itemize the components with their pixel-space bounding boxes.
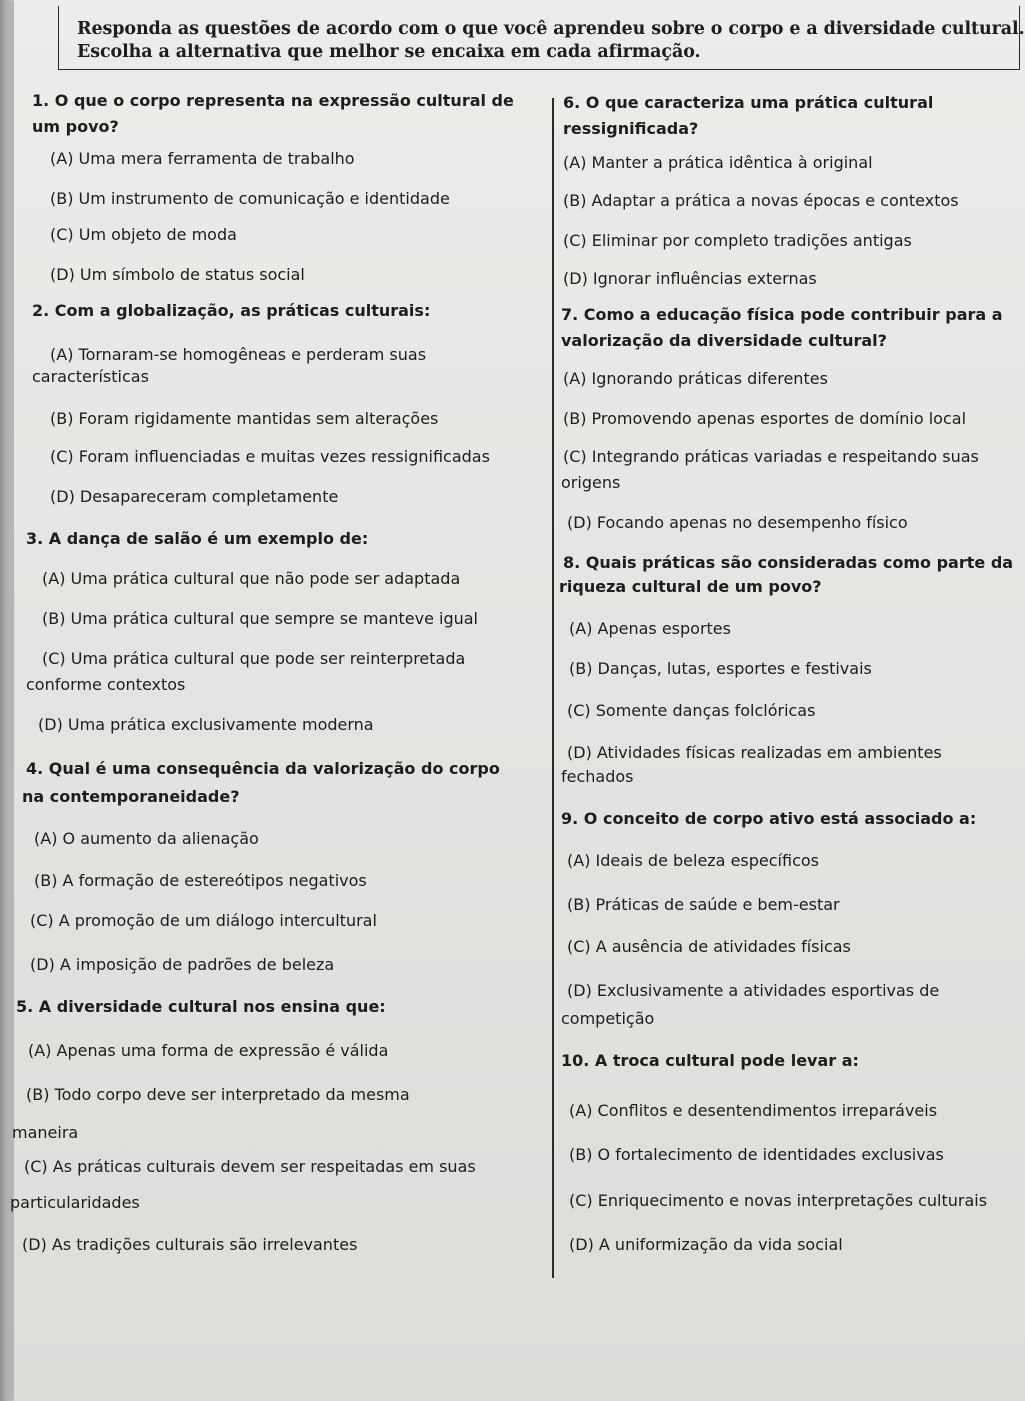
question-7-option-a[interactable]: (A) Ignorando práticas diferentes: [563, 369, 828, 388]
question-6-option-c[interactable]: (C) Eliminar por completo tradições antigas: [563, 231, 912, 250]
question-8-option-b[interactable]: (B) Danças, lutas, esportes e festivais: [569, 659, 872, 678]
question-1-option-b[interactable]: (B) Um instrumento de comunicação e identidade: [50, 189, 450, 208]
column-divider: [552, 98, 554, 1278]
question-6-option-b[interactable]: (B) Adaptar a prática a novas épocas e contextos: [563, 191, 959, 210]
question-5-option-b-line-1[interactable]: (B) Todo corpo deve ser interpretado da mesma: [26, 1085, 410, 1104]
question-7-option-c-line-1[interactable]: (C) Integrando práticas variadas e respeitando suas: [563, 447, 979, 466]
question-6-title-line-2: ressignificada?: [563, 119, 699, 138]
question-2-option-a-line-2[interactable]: características: [32, 367, 149, 386]
question-5-option-c-line-1[interactable]: (C) As práticas culturais devem ser respeitadas em suas: [24, 1157, 476, 1176]
question-4-option-c[interactable]: (C) A promoção de um diálogo intercultural: [30, 911, 377, 930]
question-7-title-line-1: 7. Como a educação física pode contribuir para a: [561, 305, 1003, 324]
question-9-option-d-line-1[interactable]: (D) Exclusivamente a atividades esportivas de: [567, 981, 940, 1000]
question-10-title: 10. A troca cultural pode levar a:: [561, 1051, 859, 1070]
question-8-option-a[interactable]: (A) Apenas esportes: [569, 619, 731, 638]
question-10-option-d[interactable]: (D) A uniformização da vida social: [569, 1235, 843, 1254]
worksheet-page: [10, 0, 1025, 1401]
question-5-option-a[interactable]: (A) Apenas uma forma de expressão é válida: [28, 1041, 389, 1060]
question-2-option-b[interactable]: (B) Foram rigidamente mantidas sem alterações: [50, 409, 439, 428]
question-6-option-a[interactable]: (A) Manter a prática idêntica à original: [563, 153, 873, 172]
question-8-option-c[interactable]: (C) Somente danças folclóricas: [567, 701, 816, 720]
question-1-option-c[interactable]: (C) Um objeto de moda: [50, 225, 237, 244]
question-2-title: 2. Com a globalização, as práticas culturais:: [32, 301, 431, 320]
question-1: [32, 88, 514, 140]
question-8-title-line-1: 8. Quais práticas são consideradas como parte da: [563, 553, 1014, 572]
question-2-option-c[interactable]: (C) Foram influenciadas e muitas vezes ressignificadas: [50, 447, 490, 466]
question-1-title-line-1: 1. O que o corpo representa na expressão cultural de: [32, 91, 514, 110]
question-5-option-d[interactable]: (D) As tradições culturais são irrelevantes: [22, 1235, 358, 1254]
question-9-option-d-line-2[interactable]: competição: [561, 1009, 655, 1028]
question-1-title-line-2: um povo?: [32, 117, 119, 136]
instructions-line-2: Escolha a alternativa que melhor se encaixa em cada afirmação.: [77, 42, 701, 62]
question-10-option-b[interactable]: (B) O fortalecimento de identidades exclusivas: [569, 1145, 944, 1164]
question-8-title-line-2: riqueza cultural de um povo?: [559, 577, 822, 596]
question-4-title-line-2: na contemporaneidade?: [22, 787, 240, 806]
question-5-option-b-line-2[interactable]: maneira: [12, 1123, 79, 1142]
instructions-box: [58, 6, 1025, 70]
question-3-option-c-line-2[interactable]: conforme contextos: [26, 675, 186, 694]
question-6-option-d[interactable]: (D) Ignorar influências externas: [563, 269, 817, 288]
question-3-option-b[interactable]: (B) Uma prática cultural que sempre se manteve igual: [42, 609, 478, 628]
question-4-option-a[interactable]: (A) O aumento da alienação: [34, 829, 259, 848]
question-5-option-c-line-2[interactable]: particularidades: [10, 1193, 140, 1212]
question-9-option-c[interactable]: (C) A ausência de atividades físicas: [567, 937, 851, 956]
question-4-option-d[interactable]: (D) A imposição de padrões de beleza: [30, 955, 335, 974]
question-9-title: 9. O conceito de corpo ativo está associado a:: [561, 809, 977, 828]
question-6-title-line-1: 6. O que caracteriza uma prática cultural: [563, 93, 934, 112]
question-5-title: 5. A diversidade cultural nos ensina que:: [16, 997, 386, 1016]
question-1-option-a[interactable]: (A) Uma mera ferramenta de trabalho: [50, 149, 355, 168]
question-8-option-d-line-1[interactable]: (D) Atividades físicas realizadas em ambientes: [567, 743, 942, 762]
question-9-option-a[interactable]: (A) Ideais de beleza específicos: [567, 851, 819, 870]
question-2-option-d[interactable]: (D) Desapareceram completamente: [50, 487, 339, 506]
question-4-title-line-1: 4. Qual é uma consequência da valorização do corpo: [26, 759, 500, 778]
question-9-option-b[interactable]: (B) Práticas de saúde e bem-estar: [567, 895, 840, 914]
question-1-option-d[interactable]: (D) Um símbolo de status social: [50, 265, 305, 284]
question-2-option-a-line-1[interactable]: (A) Tornaram-se homogêneas e perderam suas: [50, 345, 427, 364]
question-3-option-d[interactable]: (D) Uma prática exclusivamente moderna: [38, 715, 374, 734]
question-7-option-c-line-2[interactable]: origens: [561, 473, 621, 492]
question-7-title-line-2: valorização da diversidade cultural?: [561, 331, 887, 350]
question-7-option-d[interactable]: (D) Focando apenas no desempenho físico: [567, 513, 908, 532]
question-3-title: 3. A dança de salão é um exemplo de:: [26, 529, 369, 548]
instructions-line-1: Responda as questões de acordo com o que você aprendeu sobre o corpo e a diversidade cultural.: [77, 19, 1025, 39]
question-3-option-a[interactable]: (A) Uma prática cultural que não pode ser adaptada: [42, 569, 461, 588]
question-7-option-b[interactable]: (B) Promovendo apenas esportes de domínio local: [563, 409, 967, 428]
question-4-option-b[interactable]: (B) A formação de estereótipos negativos: [34, 871, 367, 890]
question-10-option-c[interactable]: (C) Enriquecimento e novas interpretações culturais: [569, 1191, 988, 1210]
question-10-option-a[interactable]: (A) Conflitos e desentendimentos irreparáveis: [569, 1101, 938, 1120]
question-8-option-d-line-2[interactable]: fechados: [561, 767, 634, 786]
question-3-option-c-line-1[interactable]: (C) Uma prática cultural que pode ser reinterpretada: [42, 649, 466, 668]
